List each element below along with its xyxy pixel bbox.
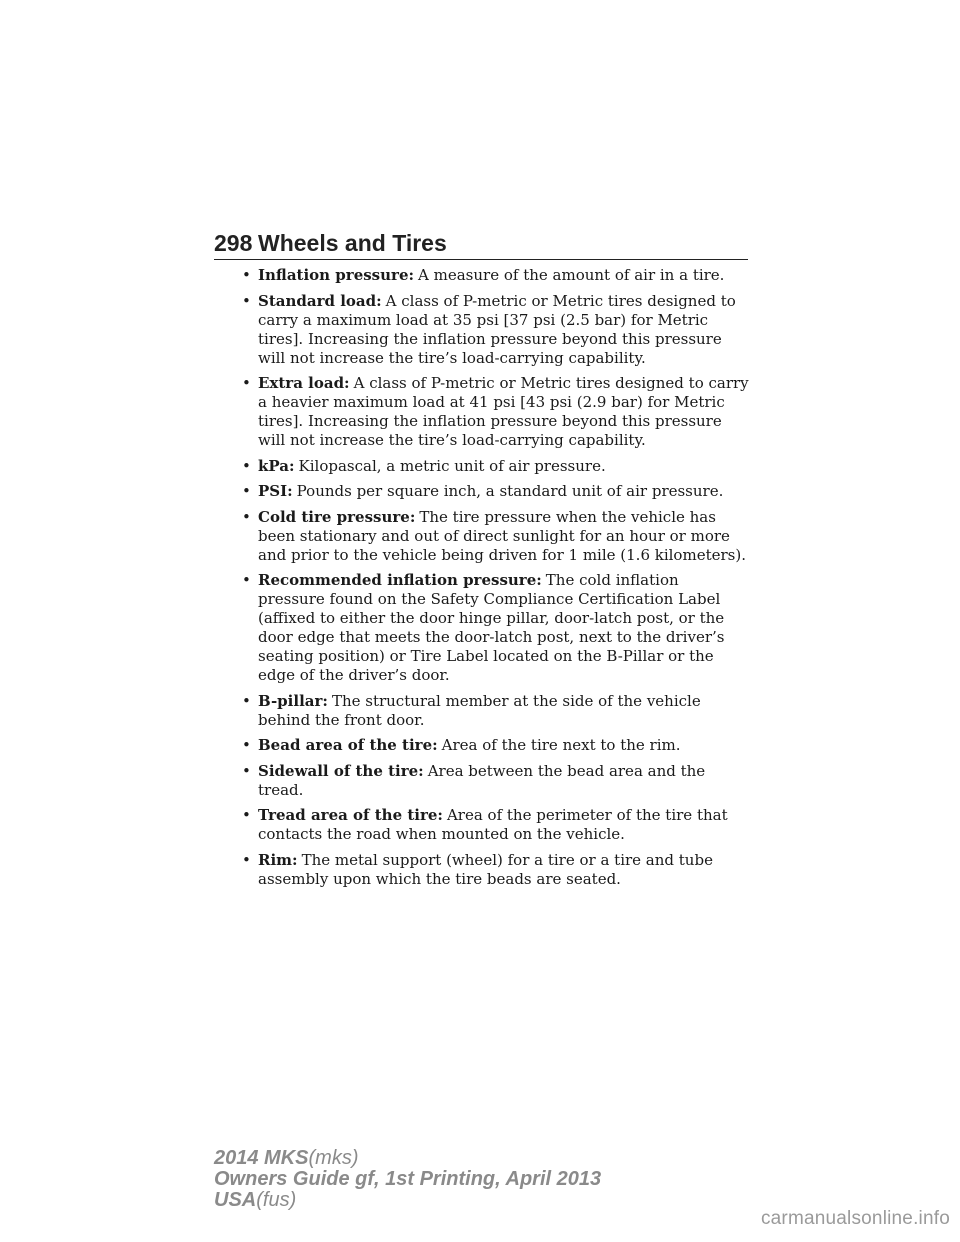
definition-item [214,508,750,565]
definition-term: Recommended inflation pressure: [258,571,542,589]
definition-text: Area of the tire next to the rim. [441,736,681,754]
footer-model-code: (mks) [308,1147,359,1169]
definition-term: B-pillar: [258,691,328,710]
page-header [214,228,748,260]
definition-text: The structural member at the side of the vehicle behind the front door. [258,691,701,729]
definition-item [214,851,750,889]
bullet-icon: • [242,291,251,310]
footer-market: USA [214,1189,257,1211]
definition-text: Pounds per square inch, a standard unit of air pressure. [296,482,724,500]
watermark: carmanualsonline.info [760,1208,950,1229]
definition-item [214,762,750,800]
footer-model-line [214,1148,601,1169]
definition-list [214,266,750,895]
bullet-icon: • [242,482,251,500]
definition-term: Standard load: [258,291,382,310]
definition-term: Tread area of the tire: [258,806,443,824]
definition-item [214,571,750,685]
definition-text: The metal support (wheel) for a tire or a tire and tube assembly upon which the tire beads are seated. [258,850,713,888]
bullet-icon: • [242,456,251,475]
definition-item [214,736,750,755]
bullet-icon: • [242,507,251,526]
definition-term: Bead area of the tire: [258,736,438,754]
definition-term: kPa: [258,456,295,475]
definition-text: Area of the perimeter of the tire that contacts the road when mounted on the vehicle. [258,806,728,843]
definition-term: Inflation pressure: [258,266,415,284]
definition-term: Rim: [258,850,298,869]
definition-item [214,292,750,368]
footer-model: 2014 MKS [214,1147,309,1169]
definition-text: The cold inflation pressure found on the Safety Compliance Certification Label (affixed to either the door hinge pillar, door-latch post, or the door edge that meets the door-latch post, next to the driver’s seating position) or Tire Label located on the B-Pillar or the edge of the driver’s door. [258,571,725,684]
section-title: Wheels and Tires [258,230,447,256]
bullet-icon: • [242,761,251,780]
definition-text: A class of P-metric or Metric tires designed to carry a maximum load at 35 psi [37 psi (2.5 bar) for Metric tires]. Increasing the inflation pressure beyond this pressure will not increase the tire’s load-carrying capability. [258,291,736,367]
definition-term: PSI: [258,482,293,500]
definition-item [214,692,750,730]
footer-guide-line: Owners Guide gf, 1st Printing, April 2013 [214,1168,602,1190]
definition-text: Area between the bead area and the tread. [258,761,706,799]
bullet-icon: • [242,374,251,392]
document-footer [214,1148,601,1211]
definition-text: A measure of the amount of air in a tire. [418,266,725,284]
definition-text: The tire pressure when the vehicle has been stationary and out of direct sunlight for an hour or more and prior to the vehicle being driven for 1 mile (1.6 kilometers). [258,507,746,564]
footer-market-line [214,1190,601,1211]
definition-item [214,806,750,844]
definition-item [214,266,750,285]
definition-item [214,374,750,450]
bullet-icon: • [242,266,251,284]
bullet-icon: • [242,806,251,824]
definition-text: A class of P-metric or Metric tires designed to carry a heavier maximum load at 41 psi [43 psi (2.9 bar) for Metric tires]. Increasing the inflation pressure beyond this pressure will not increase the tire’s load-carrying capability. [258,374,749,449]
bullet-icon: • [242,571,251,589]
footer-market-code: (fus) [256,1189,297,1211]
definition-term: Sidewall of the tire: [258,761,424,780]
definition-term: Extra load: [258,374,350,392]
bullet-icon: • [242,736,251,754]
definition-text: Kilopascal, a metric unit of air pressure. [298,456,606,475]
definition-item [214,457,750,476]
page-number: 298 [214,230,253,256]
bullet-icon: • [242,691,251,710]
definition-item [214,482,750,501]
bullet-icon: • [242,850,251,869]
definition-term: Cold tire pressure: [258,507,416,526]
